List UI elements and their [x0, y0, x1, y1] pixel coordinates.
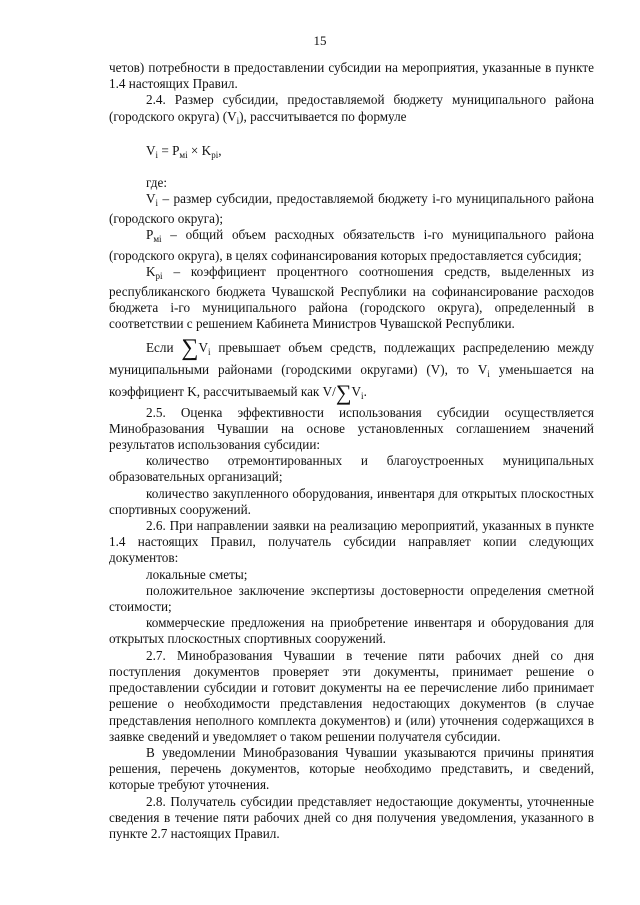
definition-kpi: $K_{pi}$ – коэффициент процентного соотношения средств, выделенных из республиканского бюджета Чувашской Республики на софинансирование расходов бюджета i-го муниципального района (городского округа), определенный в соответствии с решением Кабинета Министров Чувашской Республики.: [109, 263, 594, 332]
paragraph-sum-condition: Если $\sum V_i$ превышает объем средств, подлежащих распределению между муниципальными районами (городскими округами) (V), то $V_i$ уменьшается на коэффициент K, рассчитываемый как $V/\sum V_i$.: [109, 334, 594, 405]
list-item: количество закупленного оборудования, инвентаря для открытых плоскостных спортивных сооружений.: [109, 485, 594, 517]
paragraph-2-7: 2.7. Минобразования Чувашии в течение пяти рабочих дней со дня поступления документов проверяет эти документы, принимает решение о предоставлении субсидии и готовит документы на ее перечисление либо принимает решение о необходимости представления недостающих документов (в случае представления неполного комплекта документов) и (или) уточнения содержащихся в заявке сведений и уведомляет о таком решении получателя субсидии.: [109, 647, 594, 744]
paragraph-continuation: четов) потребности в предоставлении субсидии на мероприятия, указанные в пункте 1.4 настоящих Правил.: [109, 60, 594, 92]
sum-symbol: ∑: [181, 334, 199, 361]
where-label: где:: [146, 174, 167, 190]
definition-pmi: $P_{мi}$ – общий объем расходных обязательств i-го муниципального района (городского округа), в целях софинансирования которых предоставляется субсидия;: [109, 227, 594, 263]
page-number: 15: [313, 33, 327, 48]
paragraph-2-8: 2.8. Получатель субсидии представляет недостающие документы, уточненные сведения в течение пяти рабочих дней со дня получения уведомления, указанного в пункте 2.7 настоящих Правил.: [109, 793, 594, 841]
paragraph-2-4: 2.4. Размер субсидии, предоставляемой бюджету муниципального района (городского округа) $(V_i)$, рассчитывается по формуле: [109, 92, 594, 126]
paragraph-2-6: 2.6. При направлении заявки на реализацию мероприятий, указанных в пункте 1.4 настоящих Правил, получатель субсидии направляет копии следующих документов:: [109, 518, 594, 566]
definition-vi: $V_i$ – размер субсидии, предоставляемой бюджету i-го муниципального района (городского округа);: [109, 191, 594, 227]
formula: $V_i = P_{мi} \times K_{pi}$,: [146, 142, 222, 160]
list-item: положительное заключение экспертизы достоверности определения сметной стоимости;: [109, 582, 594, 615]
list-item: локальные сметы;: [146, 566, 248, 582]
document-body: [109, 60, 594, 842]
list-item: количество отремонтированных и благоустроенных муниципальных образовательных организаций;: [109, 453, 594, 485]
list-item: коммерческие предложения на приобретение инвентаря и оборудования для открытых плоскостных спортивных сооружений.: [109, 615, 594, 647]
paragraph-2-7-notice: В уведомлении Минобразования Чувашии указываются причины принятия решения, перечень документов, которые необходимо представить, и сведений, которые требуют уточнения.: [109, 744, 594, 793]
paragraph-2-5: 2.5. Оценка эффективности использования субсидии осуществляется Минобразования Чувашии на основе установленных соглашением значений результатов использования субсидии:: [109, 404, 594, 453]
sum-symbol: ∑: [335, 379, 352, 405]
